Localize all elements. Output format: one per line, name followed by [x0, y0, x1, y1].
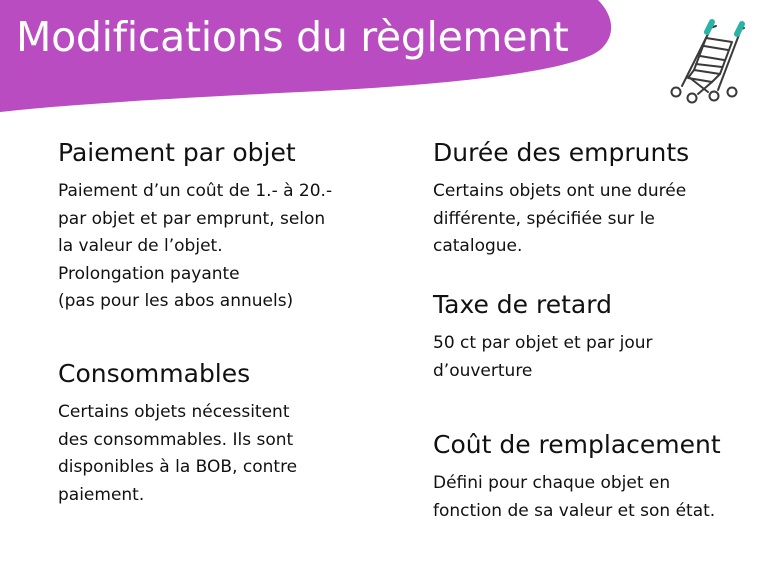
section-body-line: Prolongation payante [58, 263, 240, 284]
section-cout-de-remplacement [433, 430, 758, 525]
section-duree-des-emprunts [433, 138, 753, 261]
section-body-line: différente, spécifiée sur le [433, 208, 655, 229]
section-body [433, 460, 758, 525]
page-title: Modifications du règlement [16, 13, 569, 61]
section-body-line: Paiement d’un coût de 1.- à 20.- [58, 181, 333, 201]
section-title: Durée des emprunts [433, 138, 690, 167]
section-title: Taxe de retard [433, 290, 612, 319]
section-body [433, 168, 753, 261]
section-body-line: Certains objets nécessitent [58, 402, 290, 422]
section-body-line: par objet et par emprunt, selon [58, 208, 326, 229]
section-taxe-de-retard [433, 290, 753, 385]
handle-grip-left [707, 22, 712, 32]
section-consommables [58, 359, 368, 509]
handle-grip-right [737, 24, 742, 34]
stroller-icon [660, 12, 756, 108]
section-title: Paiement par objet [58, 138, 296, 167]
section-title: Consommables [58, 359, 251, 388]
section-body-line: Certains objets ont une durée [433, 181, 687, 201]
section-body-line: 50 ct par objet et par jour [433, 333, 653, 353]
section-body [58, 389, 368, 509]
section-body [58, 168, 368, 316]
section-body-line: la valeur de l’objet. [58, 236, 223, 256]
section-body-line: catalogue. [433, 236, 523, 256]
section-body-line: Défini pour chaque objet en [433, 473, 671, 493]
section-body-line: fonction de sa valeur et son état. [433, 500, 716, 521]
section-body-line: d’ouverture [433, 360, 533, 381]
section-paiement-par-objet [58, 138, 368, 316]
section-body-line: paiement. [58, 484, 145, 505]
section-body-line: disponibles à la BOB, contre [58, 457, 298, 477]
section-title: Coût de remplacement [433, 430, 721, 459]
section-body-line: (pas pour les abos annuels) [58, 291, 294, 311]
section-body-line: des consommables. Ils sont [58, 429, 294, 450]
section-body [433, 320, 753, 385]
